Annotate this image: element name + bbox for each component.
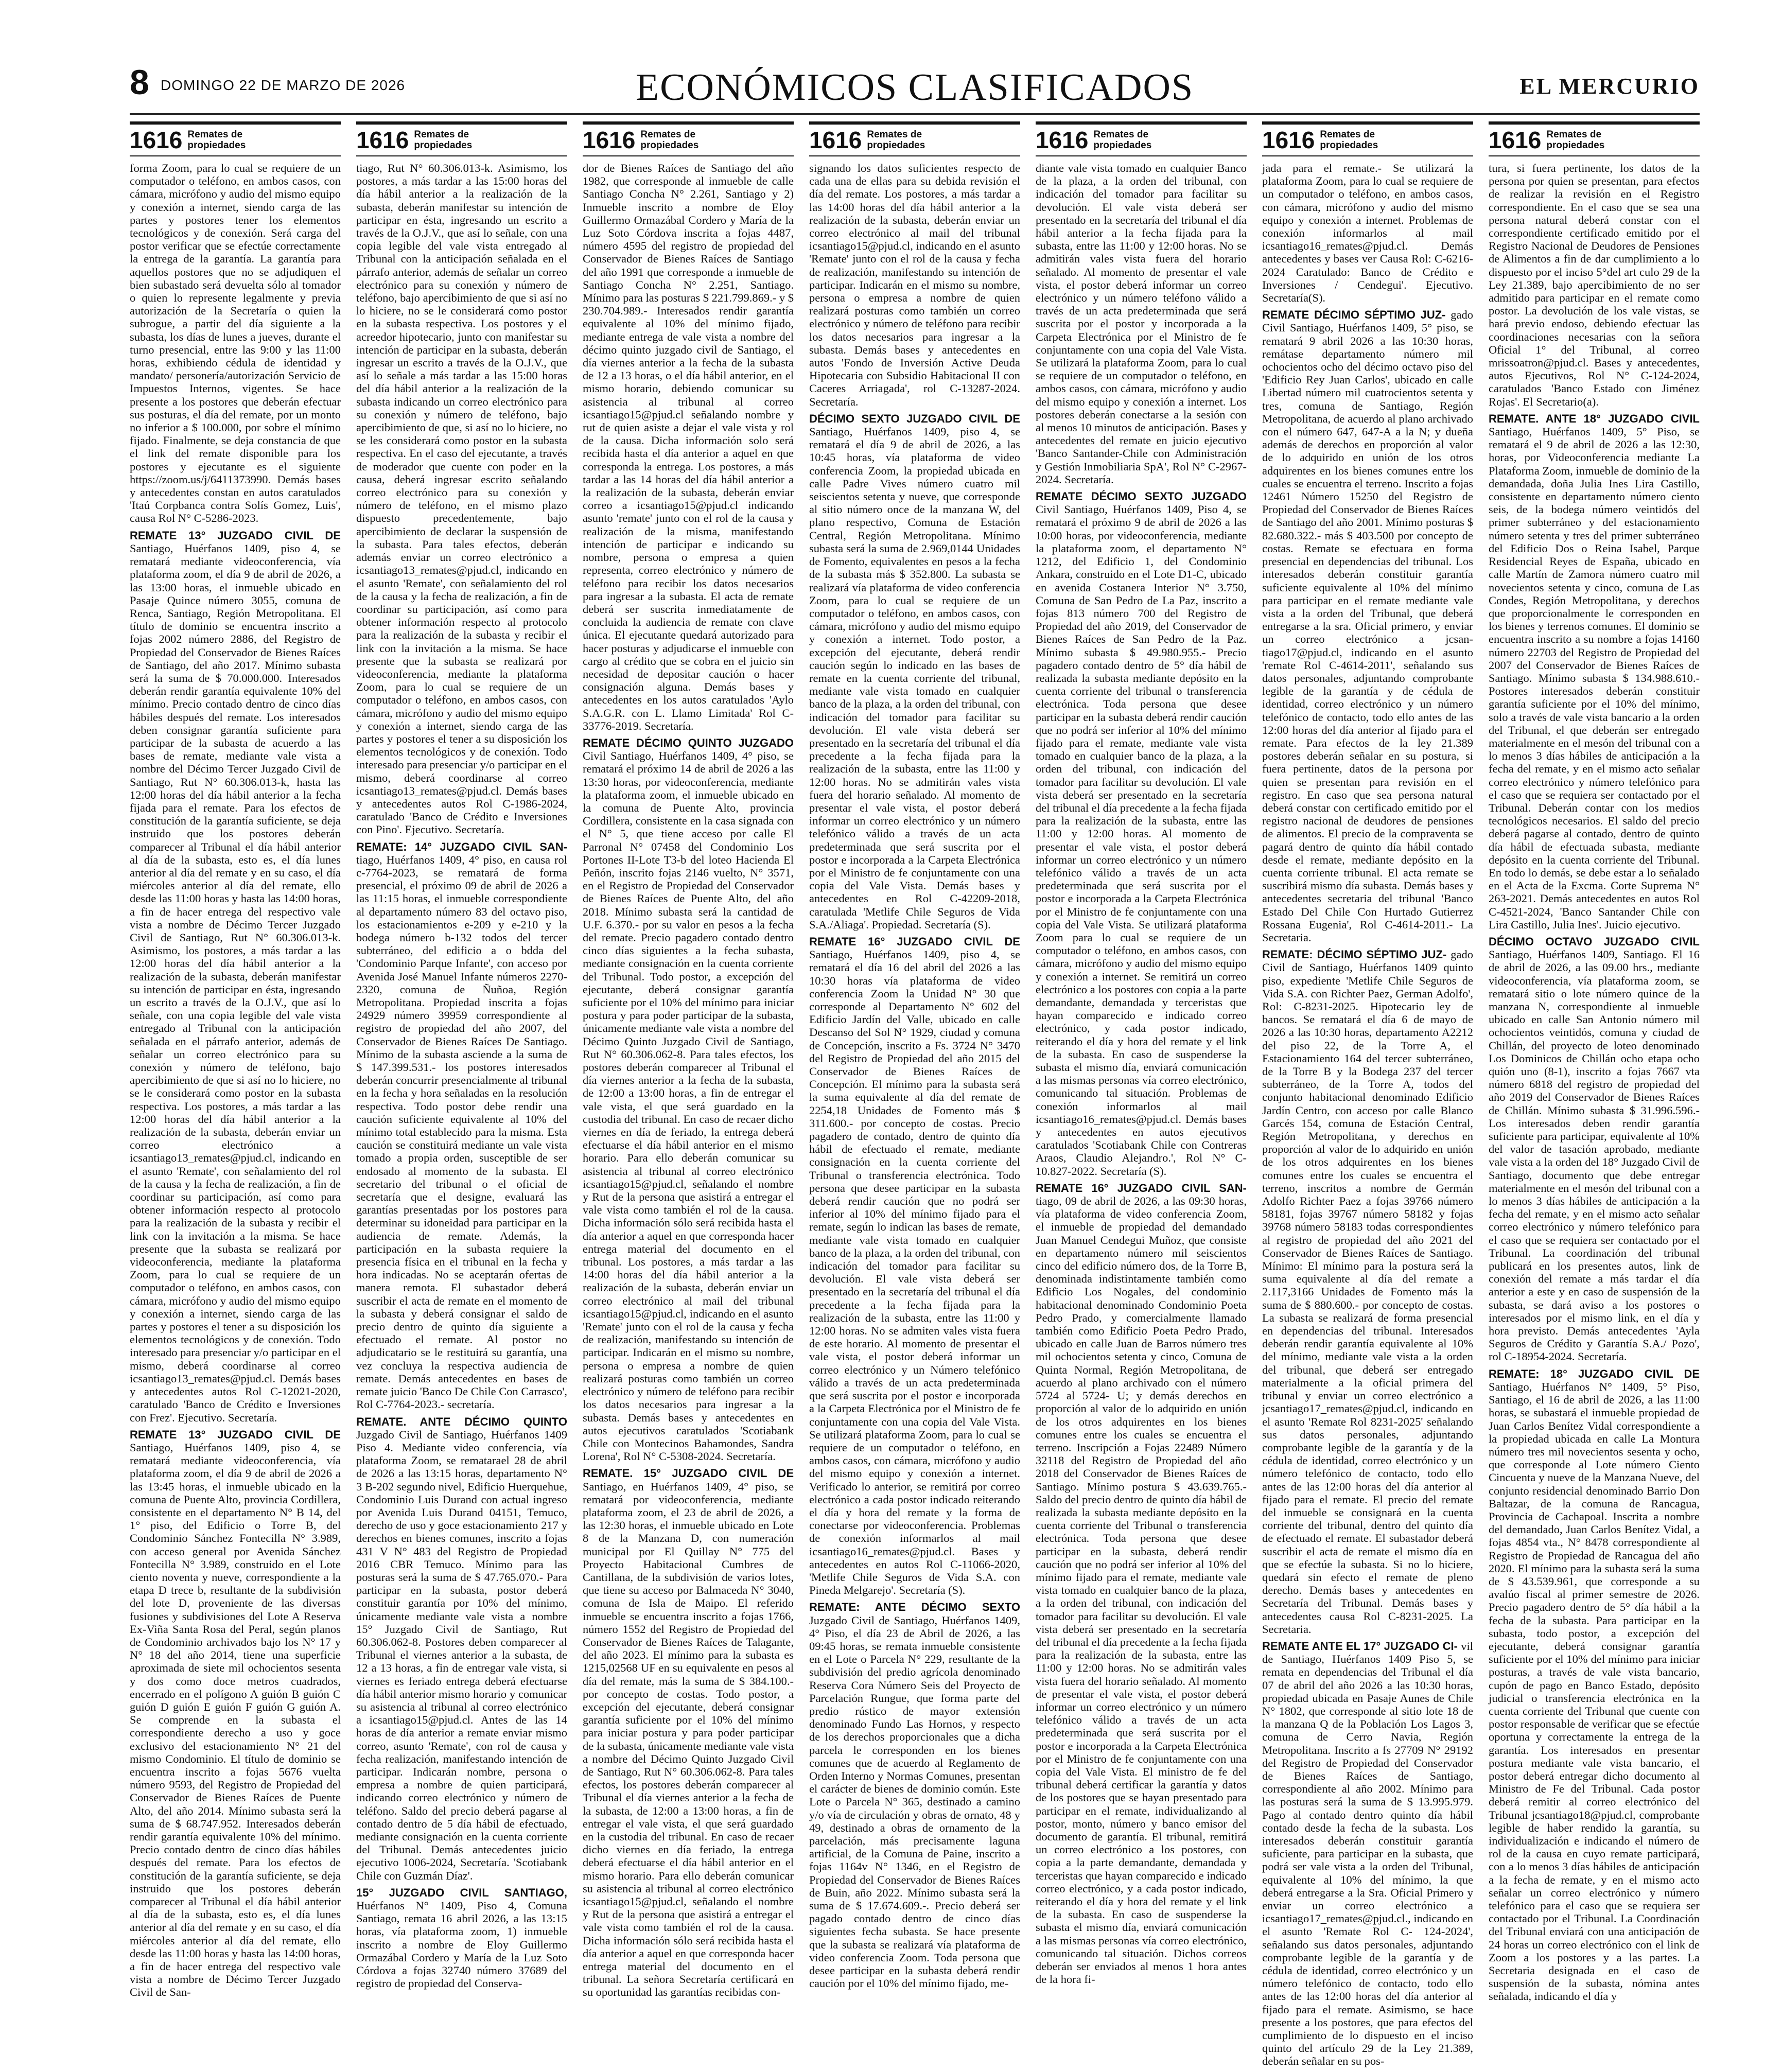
page-number: 8	[130, 63, 149, 102]
column-4	[809, 121, 1020, 2072]
notice-text: tiago, 09 de abril de 2026, a las 09:30 horas, vía plataforma de video conferencia Zoom, el inmueble de propiedad del demandado Juan Manuel Cendegui Muñoz, que consiste en departamento número mil seiscientos cinco del edificio número dos, de la Torre B, denominada indistintamente también como Edificio Los Nogales, del condominio habitacional denominado Condominio Poeta Pedro Prado, y comercialmente llamado también como Edificio Poeta Pedro Prado, ubicado en calle Juan de Barros número tres mil ochocientos setenta y cinco, Comuna de Quinta Normal, Región Metropolitana, de acuerdo al plano archivado con el número 5724 al 5724- U; y demás derechos en proporción al valor de lo adquirido en unión de los otros adquirentes en los bienes comunes entre los cuales se encuentra el terreno. Inscripción a Fojas 22489 Número 32118 del Registro de Propiedad del año 2018 del Conservador de Bienes Raíces de Santiago. Mínimo postura $ 43.639.765.- Saldo del precio dentro de quinto día hábil de realizada la subasta mediante depósito en la cuenta corriente del Tribunal o transferencia electrónica. Toda persona que desee participar en la subasta, deberá rendir caución que no podrá ser inferior al 10% del mínimo fijado para el remate, mediante vale vista tomado en cualquier banco de la plaza, a la orden del tribunal, con indicación del tomador para facilitar su devolución. El vale vista deberá ser presentado en la secretaría del tribunal el día precedente a la fecha fijada para la realización de la subasta, entre las 11:00 y 12:00 horas. No se admitirán vales vista fuera del horario señalado. Al momento de presentar el vale vista, el postor deberá informar un correo electrónico y un número telefónico válido a través de un acta predeterminada que será suscrita por el postor e incorporada a la Carpeta Electrónica por el Ministro de fe conjuntamente con una copia del Vale Vista. El ministro de fe del tribunal deberá certificar la garantía y datos de los postores que se hayan presentado para participar en el remate, individualizando al postor, monto, número y banco emisor del documento de garantía. El tribunal, remitirá un correo electrónico a los postores, con copia a la parte demandante, demandada y terceristas que hayan comparecido e indicado correo electrónico, y a cada postor indicado, reiterando el día y hora del remate y el link de la subasta. En caso de suspenderse la subasta el mismo día, enviará comunicación a las mismas personas vía correo electrónico, comunicando tal situación. Dichos correos deberán ser enviados al menos 1 hora antes de la hora fi-	[1036, 1195, 1247, 1986]
auction-notice	[1262, 948, 1473, 1636]
column-body	[1489, 162, 1700, 2003]
category-label: Remates de propiedades	[187, 129, 246, 151]
notice-text: tura, si fuera pertinente, los datos de la persona por quien se presentan, para efectos de realizar la revisión en el Registro correspondiente. En el caso que se sea una persona natural deberá constar con el correspondiente certificado emitido por el Registro Nacional de Deudores de Pensiones de Alimentos a fin de dar cumplimiento a lo dispuesto por el inciso 5°del art culo 29 de la Ley 21.389, bajo apercibimiento de no ser admitido para participar en el remate como postor. La devolución de los vale vistas, se hará previo endoso, debiendo efectuar las coordinaciones necesarias con la señora Oficial 1° del Tribunal, al correo mrissoatron@pjud.cl. Bases y antecedentes, autos Ejecutivos, Rol N° C-124-2024, caratulados 'Banco Estado con Jiménez Rojas'. El Secretario(a).	[1489, 162, 1700, 408]
column-3	[583, 121, 794, 2072]
notice-lead: REMATE. ANTE DÉCIMO QUINTO	[356, 1415, 567, 1428]
notice-lead: REMATE 16° JUZGADO CIVIL DE	[809, 935, 1020, 948]
column-2	[356, 121, 567, 2072]
category-label: Remates de propiedades	[1546, 129, 1605, 151]
auction-notice	[356, 1886, 567, 1990]
auction-notice	[583, 736, 794, 1463]
auction-notice	[130, 162, 341, 525]
auction-notice	[1489, 412, 1700, 931]
notice-text: Santiago, Huérfanos 1409, piso 4, se rematará mediante videoconferencia, vía plataforma zoom, el día 9 de abril de 2026, a las 13:00 horas, el inmueble ubicado en Pasaje Quince número 3055, comuna de Renca, Santiago, Región Metropolitana. El título de dominio se encuentra inscrito a fojas 2002 número 2886, del Registro de Propiedad del Conservador de Bienes Raíces de Santiago, del año 2017. Mínimo subasta será la suma de $ 70.000.000. Interesados deberán rendir garantía equivalente 10% del mínimo. Precio contado dentro de cinco días hábiles después del remate. Los interesados deben consignar garantía suficiente para participar de la subasta de acuerdo a las bases de remate, mediante vale vista a nombre del Décimo Tercer Juzgado Civil de Santiago, Rut N° 60.306.013-k, hasta las 12:00 horas del día hábil anterior a la fecha fijada para el remate. Para los efectos de constitución de la garantía suficiente, se deja instruido que los postores deberán comparecer al Tribunal el día hábil anterior al día de la subasta, esto es, el día lunes anterior al día del remate y en su caso, el día miércoles anterior al día del remate, ello desde las 11:00 horas y hasta las 14:00 horas, a fin de hacer entrega del respectivo vale vista a nombre de Décimo Tercer Juzgado Civil de Santiago, Rut N° 60.306.013-k. Asimismo, los postores, a más tardar a las 12:00 horas del día hábil anterior a la realización de la subasta, deberán manifestar su intención de participar en ésta, ingresando un escrito a través de la O.J.V., que así lo señale, con una copia legible del vale vista entregado al Tribunal con la anticipación señalada en el párrafo anterior, además de señalar un correo electrónico para su conexión y número de teléfono, bajo apercibimiento de que si así no lo hiciere, no se le considerará como postor en la subasta respectiva. Los postores, a más tardar a las 12:00 horas del día hábil anterior a la realización de la subasta, deberán enviar un correo electrónico a icsantiago13_remates@pjud.cl, indicando en el asunto 'Remate', con señalamiento del rol de la causa y la fecha de realización, a fin de coordinar su participación, así como para obtener información respecto al protocolo para la realización de la subasta y recibir el link con la invitación a la misma. Se hace presente que la subasta se realizará por videoconferencia, mediante la plataforma Zoom, para lo cual se requiere de un computador o teléfono, en ambos casos, con cámara, micrófono y audio del mismo equipo y conexión a internet, siendo carga de las partes y postores el tener a su disposición los elementos tecnológicos y de conexión. Todo interesado para presenciar y/o participar en el mismo, deberá coordinarse al correo icsantiago13_remates@pjud.cl. Demás bases y antecedentes autos Rol C-12021-2020, caratulado 'Banco de Crédito e Inversiones con Frez'. Ejecutivo. Secretaría.	[130, 541, 341, 1424]
notice-lead: REMATE DÉCIMO QUINTO JUZGADO	[583, 736, 794, 749]
notice-text: Civil Santiago, Huérfanos 1409, 4° piso, se rematará el próximo 14 de abril de 2026 a las 13:30 horas, por videoconferencia, mediante la plataforma zoom, el inmueble ubicado en la comuna de Puente Alto, provincia Cordillera, consistente en la casa signada con el N° 5, que tiene acceso por calle El Parronal N° 07458 del Condominio Los Portones II-Lote T3-b del loteo Hacienda El Peñón, inscrito fojas 2146 vuelto, N° 3571, en el Registro de Propiedad del Conservador de Bienes Raíces de Puente Alto, del año 2018. Mínimo subasta será la cantidad de U.F. 6.370.- por su valor en pesos a la fecha del remate. Precio pagadero contado dentro cinco días siguientes a la fecha subasta, mediante consignación en la cuenta corriente del Tribunal. Todo postor, a excepción del ejecutante, deberá consignar garantía suficiente por el 10% del mínimo para iniciar postura y para poder participar de la subasta, únicamente mediante vale vista a nombre del Décimo Quinto Juzgado Civil de Santiago, Rut N° 60.306.062-8. Para tales efectos, los postores deberán comparecer al Tribunal el día viernes anterior a la fecha de la subasta, de 12:00 a 13:00 horas, a fin de entregar el vale vista, el que será guardado en la custodia del tribunal. En caso de recaer dicho viernes en día de feriado, la entrega deberá efectuarse el día hábil anterior en el mismo horario. Para ello deberán comunicar su asistencia al tribunal al correo electrónico icsantiago15@pjud.cl, señalando el nombre y Rut de la persona que asistirá a entregar el vale vista como también el rol de la causa. Dicha información sólo será recibida hasta el día anterior a aquel en que corresponda hacer entrega material del documento en el tribunal. Los postores, a más tardar a las 14:00 horas del día hábil anterior a la realización de la subasta, deberán enviar un correo electrónico al mail del tribunal icsantiago15@pjud.cl, indicando en el asunto 'Remate' junto con el rol de la causa y fecha de realización, manifestando su intención de participar. Indicarán en el mismo su nombre, persona o empresa a nombre de quien realizará posturas como también un correo electrónico y número de teléfono para recibir los datos necesarios para ingresar a la subasta. Demás bases y antecedentes en autos ejecutivos caratulados 'Scotiabank Chile con Montecinos Bahamondes, Sandra Lorena', Rol N° C-5308-2024. Secretaría.	[583, 749, 794, 1463]
notice-text: gado Civil Santiago, Huérfanos 1409, 5° piso, se rematará 9 abril 2026 a las 10:30 horas, remátase departamento número mil ochocientos ocho del décimo octavo piso del 'Edificio Rey Juan Carlos', ubicado en calle Libertad número mil cuatrocientos setenta y tres, comuna de Santiago, Región Metropolitana, de acuerdo al plano archivado con el número 647, 647-A a la N; y dueña además de derechos en proporción al valor de lo adquirido en unión de los otros adquirentes en los bienes comunes entre los cuales se encuentra el terreno. Inscrito a fojas 12461 Número 15250 del Registro de Propiedad del Conservador de Bienes Raíces de Santiago del año 2001. Mínimo posturas $ 82.680.322.- más $ 403.500 por concepto de costas. Remate se efectuara en forma presencial en dependencias del tribunal. Los interesados deberán constituir garantía suficiente equivalente al 10% del mínimo para participar en el remate mediante vale vista a la orden del Tribunal, que deberá entregarse a la sra. Oficial primero, y enviar un correo electrónico a jcsan-tiago17@pjud.cl, indicando en el asunto 'remate Rol C-4614-2011', señalando sus datos personales, adjuntando comprobante legible de la garantía y de cédula de identidad, correo electrónico y un número telefónico de contacto, todo ello antes de las 12:00 horas del día anterior al fijado para el remate. Para efectos de la ley 21.389 postores deberán señalar en su postura, si fuera pertinente, datos de la persona por quien se presentan para revisión en el registro. En caso que sea persona natural deberá constar con certificado emitido por el registro nacional de deudores de pensiones de alimentos. El precio de la compraventa se pagará dentro de quinto día hábil contado desde el remate, mediante depósito en la cuenta corriente tribunal. El acta remate se suscribirá mismo día subasta. Demás bases y antecedentes secretaria del tribunal 'Banco Estado Del Chile Con Hurtado Gutierrez Rossana Eugenia', Rol C-4614-2011.- La Secretaria.	[1262, 308, 1473, 944]
auction-notice	[1489, 162, 1700, 408]
notice-lead: REMATE: DÉCIMO SÉPTIMO JUZ-	[1262, 948, 1451, 961]
category-label: Remates de propiedades	[867, 129, 925, 151]
notice-text: Juzgado Civil de Santiago, Huérfanos 1409 Piso 4. Mediante video conferencia, vía plataforma Zoom, se rematarael 28 de abril de 2026 a las 13:15 horas, departamento N° 3 B-202 segundo nivel, Edificio Huerquehue, Condominio Luis Durand con actual ingreso por Avenida Luis Durand 04151, Temuco, derecho de uso y goce estacionamiento 217 y derechos en bienes comunes, inscrito a fojas 431 V N° 483 del Registro de Propiedad 2016 CBR Temuco. Mínimo para las posturas será la suma de $ 47.765.070.- Para participar en la subasta, postor deberá constituir garantía por 10% del mínimo, únicamente mediante vale vista a nombre 15° Juzgado Civil de Santiago, Rut 60.306.062-8. Postores deben comparecer al Tribunal el viernes anterior a la subasta, de 12 a 13 horas, a fin de entregar vale vista, si viernes es feriado entrega deberá efectuarse día hábil anterior mismo horario y comunicar su asistencia al tribunal al correo electrónico a icsantiago15@pjud.cl. Antes de las 14 horas de día anterior a remate enviar mismo correo, asunto 'Remate', con rol de causa y fecha realización, manifestando intención de participar. Indicarán nombre, persona o empresa a nombre de quien participará, indicando correo electrónico y número de teléfono. Saldo del precio deberá pagarse al contado dentro de 5 día hábil de efectuado, mediante consignación en la cuenta corriente del Tribunal. Demás antecedentes juicio ejecutivo 1006-2024, Secretaría. 'Scotiabank Chile con Guzmán Díaz'.	[356, 1428, 567, 1882]
column-body	[356, 162, 567, 1990]
notice-lead: REMATE. 15° JUZGADO CIVIL DE	[583, 1467, 794, 1480]
notice-lead: REMATE: 14° JUZGADO CIVIL SAN-	[356, 840, 567, 853]
notice-lead: REMATE: ANTE DÉCIMO SEXTO	[809, 1601, 1020, 1614]
notice-text: Santiago, Huérfanos N° 1409, 5° Piso, Santiago, el 16 de abril de 2026, a las 11:00 horas, se subastará el inmueble propiedad de Juan Carlos Benítez Vidal correspondiente a la propiedad ubicada en calle La Montura número tres mil novecientos sesenta y ocho, que corresponde al Lote número Ciento Cincuenta y nueve de la Manzana Nueve, del conjunto residencial denominado Barrio Don Baltazar, de la comuna de Rancagua, Provincia de Cachapoal. Inscrita a nombre del demandado, Juan Carlos Benítez Vidal, a fojas 4854 vta., N° 8478 correspondiente al Registro de Propiedad de Rancagua del año 2020. El mínimo para la subasta será la suma de $ 43.539.961, que corresponde a su avalúo fiscal al primer semestre de 2026. Precio pagadero dentro de 5° día hábil a la fecha de la subasta. Para participar en la subasta, todo postor, a excepción del ejecutante, deberá consignar garantía suficiente por el 10% del mínimo para iniciar posturas, a través de vale vista bancario, cupón de pago en Banco Estado, depósito judicial o transferencia electrónica en la cuenta corriente del Tribunal que cuente con postor responsable de verificar que se efectúe oportuna y correctamente la entrega de la garantía. Los interesados en presentar postura mediante vale vista bancario, el postor deberá entregar dicho documento al Ministro de Fe del Tribunal. Cada postor deberá remitir al correo electrónico del Tribunal jcsantiago18@pjud.cl, comprobante legible de haber rendido la garantía, su individualización e indicando el número de rol de la causa en cuyo remate participará, con a lo menos 3 días hábiles de anticipación a la fecha de remate, y en el mismo acto señalar un correo electrónico y número telefónico para el caso que se requiera ser contactado por el Tribunal. La Coordinación del Tribunal enviará con una anticipación de 24 horas un correo electrónico con el link de Zoom a los postores y a las partes. La Secretaria designada en el caso de suspensión de la subasta, nómina antes señalada, indicando el día y	[1489, 1380, 1700, 2003]
notice-text: Santiago, Huérfanos 1409, piso 4, se rematará el día 16 del abril del 2026 a las 10:30 horas vía plataforma de video conferencia Zoom la Unidad N° 30 que corresponde al Departamento N° 602 del Edificio Jardín del Valle, ubicado en calle Descanso del Sol N° 1929, ciudad y comuna de Concepción, inscrito a Fs. 3724 N° 3470 del Registro de Propiedad del año 2015 del Conservador de Bienes Raíces de Concepción. El mínimo para la subasta será la suma equivalente al día del remate de 2254,18 Unidades de Fomento más $ 311.600.- por concepto de costas. Precio pagadero de contado, dentro de quinto día hábil de efectuado el remate, mediante consignación en la cuenta corriente del Tribunal o transferencia electrónica. Todo persona que desee participar en la subasta deberá rendir caución que no podrá ser inferior al 10% del mínimo fijado para el remate, según lo indican las bases de remate, mediante vale vista tomado en cualquier banco de la plaza, a la orden del tribunal, con indicación del tomador para facilitar su devolución. El vale vista deberá ser presentado en la secretaría del tribunal el día precedente a la fecha fijada para la realización de la subasta, entre las 11:00 y 12:00 horas. No se admiten vales vista fuera de este horario. Al momento de presentar el vale vista, el postor deberá informar un correo electrónico y un Número telefónico válido a través de un acta predeterminada que será suscrita por el postor e incorporada a la Carpeta Electrónica por el Ministro de fe conjuntamente con una copia del Vale Vista. Se utilizará plataforma Zoom, para lo cual se requiere de un computador o teléfono, en ambos casos, con cámara, micrófono y audio del mismo equipo y conexión a internet. Verificado lo anterior, se remitirá por correo electrónico a cada postor indicado reiterando el día y hora del remate y la forma de conectarse por videoconferencia. Problemas de conexión informarlos al mail icsantiago16_remates@pjud.cl. Bases y antecedentes en autos Rol C-11066-2020, 'Metlife Chile Seguros de Vida S.A. con Pineda Melgarejo'. Secretaría (S).	[809, 948, 1020, 1597]
category-code: 1616	[583, 127, 636, 153]
notice-lead: REMATE: 18° JUZGADO CIVIL DE	[1489, 1367, 1700, 1380]
notice-text: vil de Santiago, Huérfanos 1409 Piso 5, se remata en dependencias del Tribunal el día 07 de abril del año 2026 a las 10:30 horas, propiedad ubicada en Pasaje Aunes de Chile N° 1802, que corresponde al sitio lote 18 de la manzana Q de la Población Los Lagos 3, comuna de Cerro Navia, Región Metropolitana. Inscrito a fs 27709 N° 29192 del Registro de Propiedad del Conservador de Bienes Raíces de Santiago, correspondiente al año 2002. Mínimo para las posturas será la suma de $ 13.995.979. Pago al contado dentro quinto día hábil contado desde la fecha de la subasta. Los interesados deberán constituir garantía suficiente, para participar en la subasta, que podrá ser vale vista a la orden del Tribunal, equivalente al 10% del mínimo, la que deberá entregarse a la Sra. Oficial Primero y enviar un correo electrónico a icsantiago17_remates@pjud.cl., indicando en el asunto 'Remate Rol C- 124-2024', señalando sus datos personales, adjuntando comprobante legible de la garantía y de cédula de identidad, correo electrónico y un número telefónico de contacto, todo ello antes de las 12:00 horas del día anterior al fijado para el remate. Asimismo, se hace presente a los postores, que para efectos del cumplimiento de lo dispuesto en el inciso quinto del artículo 29 de la Ley 21.389, deberán señalar en su pos-	[1262, 1639, 1473, 2068]
auction-notice	[1036, 1182, 1247, 1986]
classified-columns	[130, 121, 1700, 2068]
auction-notice	[809, 412, 1020, 931]
notice-lead: REMATE. ANTE 18° JUZGADO CIVIL	[1489, 412, 1700, 425]
section-title: ECONÓMICOS CLASIFICADOS	[635, 66, 1194, 109]
notice-lead: REMATE ANTE EL 17° JUZGADO CI-	[1262, 1639, 1461, 1653]
auction-notice	[1262, 308, 1473, 944]
notice-lead: DÉCIMO SEXTO JUZGADO CIVIL DE	[809, 412, 1020, 425]
category-label: Remates de propiedades	[414, 129, 473, 151]
column-body	[1262, 162, 1473, 2068]
notice-text: Civil Santiago, Huérfanos 1409, Piso 4, se rematará el próximo 9 de abril de 2026 a las 10:00 horas, por videoconferencia, mediante la plataforma zoom, el departamento N° 1212, del Edificio 1, del Condominio Ankara, construido en el Lote D1-C, ubicado en avenida Costanera Interior N° 3.750, Comuna de San Pedro de La Paz, inscrito a fojas 813 número 700 del Registro de Propiedad del año 2019, del Conservador de Bienes Raíces de San Pedro de la Paz. Mínimo subasta $ 49.980.955.- Precio pagadero contado dentro de 5° día hábil de realizada la subasta mediante depósito en la cuenta corriente del tribunal o transferencia electrónica. Toda persona que desee participar en la subasta deberá rendir caución que no podrá ser inferior al 10% del mínimo fijado para el remate, mediante vale vista tomado en cualquier banco de la plaza, a la orden del tribunal, con indicación del tomador para facilitar su devolución. El vale vista deberá ser presentado en la secretaría del tribunal el día precedente a la fecha fijada para la realización de la subasta, entre las 11:00 y 12:00 horas. Al momento de presentar el vale vista, el postor deberá informar un correo electrónico y un número telefónico válido a través de un acta predeterminada que será suscrita por el postor e incorporada a la Carpeta Electrónica por el Ministro de fe conjuntamente con una copia del Vale Vista. Se utilizará plataforma Zoom para lo cual se requiere de un computador o teléfono, en ambos casos, con cámara, micrófono y audio del mismo equipo y conexión a internet. Se remitirá un correo electrónico a los postores con copia a la parte demandante, demandada y terceristas que hayan comparecido e indicado correo electrónico, y cada postor indicado, reiterando el día y hora del remate y el link de la subasta. En caso de suspenderse la subasta el mismo día, enviará comunicación a las mismas personas vía correo electrónico, comunicando tal situación. Problemas de conexión informarlos al mail icsantiago16_remates@pjud.cl. Demás bases y antecedentes en autos ejecutivos caratulados 'Scotiabank Chile con Contreras Araos, Claudio Alejandro.', Rol N° C-10.827-2022. Secretaría (S).	[1036, 503, 1247, 1178]
category-code: 1616	[809, 127, 862, 153]
category-header	[1489, 121, 1700, 156]
auction-notice	[1036, 162, 1247, 486]
auction-notice	[583, 1467, 794, 1998]
notice-text: tiago, Huérfanos 1409, 4° piso, en causa rol c-7764-2023, se rematará de forma presencial, el próximo 09 de abril de 2026 a las 11:15 horas, el inmueble correspondiente al departamento número 83 del octavo piso, los estacionamientos e-209 y e-210 y la bodega número b-132 todos del tercer subterráneo, del edificio a o bdda del 'Condominio Parque Infante', con acceso por Avenida José Manuel Infante números 2270-2320, comuna de Ñuñoa, Región Metropolitana. Propiedad inscrita a fojas 24929 número 39959 correspondiente al registro de propiedad del año 2007, del Conservador de Bienes Raíces De Santiago. Mínimo de la subasta asciende a la suma de $ 147.399.531.- los postores interesados deberán concurrir presencialmente al tribunal en la fecha y hora señaladas en la resolución respectiva. Todo postor debe rendir una caución suficiente equivalente al 10% del mínimo total establecido para la misma. Esta caución se constituirá mediante un vale vista tomado a propia orden, susceptible de ser endosado al momento de la subasta. El secretario del tribunal o el oficial de secretaría que el designe, evaluará las garantías presentadas por los postores para determinar su idoneidad para participar en la audiencia de remate. Además, la participación en la subasta requiere la presencia física en el tribunal en la fecha y hora indicadas. No se aceptarán ofertas de manera remota. El subastador deberá suscribir el acta de remate en el momento de la subasta y deberá consignar el saldo de precio dentro de quinto día siguiente a efectuado el remate. Al postor no adjudicatario se le restituirá su garantía, una vez concluya la respectiva audiencia de remate. Demás antecedentes en bases de remate juicio 'Banco De Chile Con Carrasco', Rol C-7764-2023.- secretaría.	[356, 853, 567, 1411]
notice-text: Juzgado Civil de Santiago, Huérfanos 1409, 4° Piso, el día 23 de Abril de 2026, a las 09:45 horas, se remata inmueble consistente en el Lote o Parcela N° 229, resultante de la subdivisión del predio agrícola denominado Reserva Cora Número Seis del Proyecto de Parcelación Rungue, que forma parte del predio rústico de mayor extensión denominado Fundo Las Hornos, y respecto de los derechos proporcionales que a dicha parcela le corresponden en los bienes comunes que de acuerdo al Reglamento de Orden Interno y Normas Comunes, presentan el carácter de bienes de dominio común. Este Lote o Parcela N° 365, destinado a camino y/o vía de circulación y obras de ornato, 48 y 49, destinado a obras de ornamento de la parcelación, más precisamente laguna artificial, de la Comuna de Paine, inscrito a fojas 1164v N° 1346, en el Registro de Propiedad del Conservador de Bienes Raíces de Buin, año 2022. Mínimo subasta será la suma de $ 17.674.609.-. Precio deberá ser pagado contado dentro de cinco días siguientes fecha subasta. Se hace presente que la subasta se realizará vía plataforma de video conferencia Zoom. Toda persona que desee participar en la subasta deberá rendir caución por el 10% del mínimo fijado, me-	[809, 1613, 1020, 1990]
category-header	[583, 121, 794, 156]
auction-notice	[1489, 935, 1700, 1363]
notice-text: Santiago, Huérfanos 1409, piso 4, se rematará el día 9 de abril de 2026, a las 10:45 horas, vía plataforma de video conferencia Zoom, la propiedad ubicada en calle Padre Vives número cuatro mil seiscientos setenta y nueve, que corresponde al sitio número once de la manzana W, del plano respectivo, Comuna de Estación Central, Región Metropolitana. Mínimo subasta será la suma de 2.969,0144 Unidades de Fomento, equivalentes en pesos a la fecha de la subasta más $ 352.800. La subasta se realizará vía plataforma de video conferencia Zoom, para lo cual se requiere de un computador o teléfono, en ambos casos, con cámara, micrófono y audio del mismo equipo y conexión a internet. Todo postor, a excepción del ejecutante, deberá rendir caución según lo indicado en las bases de remate en la cuenta corriente del tribunal, mediante vale vista tomado en cualquier banco de la plaza, a la orden del tribunal, con indicación del tomador para facilitar su devolución. El vale vista deberá ser presentado en la secretaría del tribunal el día precedente a la fecha fijada para la realización de la subasta, entre las 11:00 y 12:00 horas. No se admitirán vales vista fuera del horario señalado. Al momento de presentar el vale vista, el postor deberá informar un correo electrónico y un número telefónico válido a través de un acta predeterminada que será suscrita por el postor e incorporada a la Carpeta Electrónica por el Ministro de fe conjuntamente con una copia del Vale Vista. Demás bases y antecedentes en Rol C-42209-2018, caratulada 'Metlife Chile Seguros de Vida S.A./Aliaga'. Propiedad. Secretaría (S).	[809, 425, 1020, 931]
category-code: 1616	[356, 127, 409, 153]
auction-notice	[1036, 490, 1247, 1178]
column-1	[130, 121, 341, 2072]
notice-lead: DÉCIMO OCTAVO JUZGADO CIVIL	[1489, 935, 1700, 948]
column-body	[130, 162, 341, 1999]
category-code: 1616	[130, 127, 183, 153]
notice-text: Santiago, Huérfanos 1409, Santiago. El 16 de abril de 2026, a las 09.00 hrs., mediante videoconferencia, vía plataforma zoom, se rematará sitio o lote número quince de la manzana N, correspondiente al inmueble ubicado en calle San Antonio número mil ochocientos veintidós, comuna y ciudad de Chillán, del proyecto de loteo denominado Los Dominicos de Chillán ocho etapa ocho quión uno (8-1), inscrito a fojas 7667 vta número 6818 del registro de propiedad del año 2019 del Conservador de Bienes Raíces de Chillán. Mínimo subasta $ 31.996.596.-Los interesados deben rendir garantía suficiente para participar, equivalente al 10% del valor de tasación aprobado, mediante vale vista a la orden del 18° Juzgado Civil de Santiago, documento que debe entregar materialmente en el mesón del tribunal con a lo menos 3 días hábiles de anticipación a la fecha del remate, y en el mismo acto señalar correo electrónico y número telefónico para el caso que se requiera ser contactado por el Tribunal. La coordinación del tribunal publicará en los presentes autos, link de conexión del remate a más tardar el día anterior a este y en caso de suspensión de la subasta, se dará aviso a los postores o interesados por el mismo link, en el día y hora previsto. Demás antecedentes 'Ayla Seguros de Crédito y Garantía S.A./ Pozo', rol C-18954-2024. Secretaría.	[1489, 948, 1700, 1363]
auction-notice	[809, 162, 1020, 408]
notice-lead: REMATE 13° JUZGADO CIVIL DE	[130, 1428, 341, 1441]
auction-notice	[1262, 162, 1473, 304]
auction-notice	[356, 162, 567, 836]
category-label: Remates de propiedades	[1093, 129, 1152, 151]
notice-text: Santiago, en Huérfanos 1409, 4° piso, se rematará por videoconferencia, mediante plataforma zoom, el 23 de abril de 2026, a las 12:30 horas, el inmueble ubicado en Lote 8 de la Manzana D, con numeración municipal por El Quillay N° 775 del Proyecto Habitacional Cumbres de Cantillana, de la subdivisión de varios lotes, que tiene su acceso por Balmaceda N° 3040, comuna de Isla de Maipo. El referido inmueble se encuentra inscrito a fojas 1766, número 1552 del Registro de Propiedad del Conservador de Bienes Raíces de Talagante, del año 2023. El mínimo para la subasta es 1215,02568 UF en su equivalente en pesos al día del remate, más la suma de $ 384.100.- por concepto de costas. Todo postor, a excepción del ejecutante, deberá consignar garantía suficiente por el 10% del mínimo para iniciar postura y para poder participar de la subasta, únicamente mediante vale vista a nombre del Décimo Quinto Juzgado Civil de Santiago, Rut N° 60.306.062-8. Para tales efectos, los postores deberán comparecer al Tribunal el día viernes anterior a la fecha de la subasta, de 12:00 a 13:00 horas, a fin de entregar el vale vista, el que será guardado en la custodia del tribunal. En caso de recaer dicho viernes en día feriado, la entrega deberá efectuarse el día hábil anterior en el mismo horario. Para ello deberán comunicar su asistencia al tribunal al correo electrónico icsantiago15@pjud.cl, señalando el nombre y Rut de la persona que asistirá a entregar el vale vista como también el rol de la causa. Dicha información sólo será recibida hasta el día anterior a aquel en que corresponda hacer entrega material del documento en el tribunal. La señora Secretaría certificará en su oportunidad las garantías recibidas con-	[583, 1480, 794, 1999]
category-header	[809, 121, 1020, 156]
auction-notice	[130, 1428, 341, 1999]
notice-lead: 15° JUZGADO CIVIL SANTIAGO,	[356, 1886, 567, 1899]
category-label: Remates de propiedades	[640, 129, 699, 151]
notice-text: forma Zoom, para lo cual se requiere de un computador o teléfono, en ambos casos, con cámara, micrófono y audio del mismo equipo y conexión a internet, siendo carga de las partes y postores tener los elementos tecnológicos y de conexión. Será carga del postor verificar que se efectúe correctamente la entrega de la garantía. La garantía para aquellos postores que no se adjudiquen el bien subastado será devuelta sólo al tomador o quien lo represente legalmente y previa autorización de la Secretaría o quien la subrogue, a partir del día siguiente a la subasta, los días de lunes a jueves, durante el turno presencial, entre las 9:00 y las 11:00 horas, exhibiendo cédula de identidad y mandato/ personería/autorización Servicio de Impuestos Internos, vigentes. Se hace presente a los postores que deberán efectuar sus posturas, el día del remate, por un monto no inferior a $ 100.000, por sobre el mínimo fijado. Finalmente, se deja constancia de que el link del remate disponible para los postores y ejecutante es el siguiente https://zoom.us/j/6411373990. Demás bases y antecedentes constan en autos caratulados 'Itaú Corpbanca contra Solís Gomez, Luis', causa Rol N° C-5286-2023.	[130, 162, 341, 525]
notice-text: diante vale vista tomado en cualquier Banco de la plaza, a la orden del tribunal, con indicación del tomador para facilitar su devolución. El vale vista deberá ser presentado en la secretaría del tribunal el día hábil anterior a la fecha fijada para la subasta, entre las 11:00 y 12:00 horas. No se admitirán vales vista fuera del horario señalado. Al momento de presentar el vale vista, el postor deberá informar un correo electrónico y un número teléfono válido a través de un acta predeterminada que será suscrita por el postor y incorporada a la Carpeta Electrónica por el Ministro de fe conjuntamente con una copia del Vale Vista. Se utilizará la plataforma Zoom, para lo cual se requiere de un computador o teléfono, en ambos casos, con cámara, micrófono y audio del mismo equipo y conexión a internet. Los postores deberán conectarse a la sesión con al menos 10 minutos de anticipación. Bases y antecedentes del remate en juicio ejecutivo 'Banco Santander-Chile con Administración y Gestión Inmobiliaria SpA', Rol N° C-2967-2024. Secretaría.	[1036, 162, 1247, 486]
notice-text: gado Civil de Santiago, Huérfanos 1409 quinto piso, expediente 'Metlife Chile Seguros de Vida S.A. con Richter Paez, German Adolfo', Rol: C-8231-2025. Hipotecario ley de bancos. Se rematará el día 6 de mayo de 2026 a las 10:30 horas, departamento A2212 del piso 22, de la Torre A, el Estacionamiento 164 del tercer subterráneo, de la Torre B y la Bodega 237 del tercer subterráneo, de la Torre A, todos del conjunto habitacional denominado Edificio Jardín Centro, con acceso por calle Blanco Garcés 154, comuna de Estación Central, Región Metropolitana, y derechos en proporción al valor de lo adquirido en unión de los otros adquirentes en los bienes comunes entre los cuales se encuentra el terreno, inscritos a nombre de Germán Adolfo Richter Paez a fojas 39766 número 58181, fojas 39767 número 58182 y fojas 39768 número 58183 todas correspondientes al registro de propiedad del año 2021 del Conservador de Bienes Raíces de Santiago. Mínimo: El mínimo para la postura será la suma equivalente al día del remate a 2.117,3166 Unidades de Fomento más la suma de $ 880.600.- por concepto de costas. La subasta se realizará de forma presencial en dependencias del tribunal. Interesados deberán rendir garantía equivalente al 10% del mínimo, mediante vale vista a la orden del tribunal, que deberá ser entregado materialmente a la oficial primera del tribunal y enviar un correo electrónico a jcsantiago17_remates@pjud.cl, indicando en el asunto 'Remate Rol 8231-2025' señalando sus datos personales, adjuntando comprobante legible de la garantía y de la cédula de identidad, correo electrónico y un número telefónico de contacto, todo ello antes de las 12:00 horas del día anterior al fijado para el remate. El precio del remate del inmueble se consignará en la cuenta corriente del tribunal, dentro del quinto día de efectuado el remate. El subastador deberá suscribir el acta de remate el mismo día en que se efectúe la subasta. Si no lo hiciere, quedará sin efecto el remate de pleno derecho. Demás bases y antecedentes en Secretaría del Tribunal. Demás bases y antecedentes causa Rol C-8231-2025. La Secretaria.	[1262, 948, 1473, 1636]
auction-notice	[356, 1415, 567, 1882]
column-7	[1489, 121, 1700, 2072]
notice-text: dor de Bienes Raíces de Santiago del año 1982, que corresponde al inmueble de calle Santiago Concha N° 2.261, Santiago y 2) Inmueble inscrito a nombre de Eloy Guillermo Ormazábal Cordero y María de la Luz Soto Córdova inscrita a fojas 4487, número 4595 del registro de propiedad del Conservador de Bienes Raíces de Santiago del año 1991 que corresponde a inmueble de Santiago Concha N° 2.251, Santiago. Mínimo para las posturas $ 221.799.869.- y $ 230.704.989.- Interesados rendir garantía equivalente al 10% del mínimo fijado, mediante entrega de vale vista a nombre del décimo quinto juzgado civil de Santiago, el día viernes anterior a la fecha de la subasta de 12 a 13 horas, o el día hábil anterior, en el mismo horario, debiendo comunicar su asistencia al tribunal al correo icsantiago15@pjud.cl señalando nombre y rut de quien asiste a dejar el vale vista y rol de la causa. Dicha información solo será recibida hasta el día anterior a aquel en que corresponda la entrega. Los postores, a más tardar a las 14 horas del día hábil anterior a la realización de la subasta, deberán enviar correo a icsantiago15@pjud.cl indicando asunto 'remate' junto con el rol de la causa y realización de la misma, manifestando intención de participar e indicando su nombre, persona o empresa a quien representa, correo electrónico y número de teléfono para recibir los datos necesarios para ingresar a la subasta. El acta de remate deberá ser suscrita inmediatamente de concluida la audiencia de remate con clave única. El ejecutante quedará autorizado para hacer posturas y adjudicarse el inmueble con cargo al crédito que se cobra en el juicio sin necesidad de depositar caución o hacer consignación alguna. Demás bases y antecedentes en los autos caratulados 'Aylo S.A.G.R. con L. Llamo Limitada' Rol C-33776-2019. Secretaría.	[583, 162, 794, 732]
category-header	[356, 121, 567, 156]
newspaper-logo: EL MERCURIO	[1519, 74, 1700, 99]
category-header	[130, 121, 341, 156]
category-header	[1262, 121, 1473, 156]
notice-text: Santiago, Huérfanos 1409, piso 4, se rematará mediante videoconferencia, vía plataforma zoom, el día 9 de abril de 2026 a las 13:45 horas, el inmueble ubicado en la comuna de Puente Alto, provincia Cordillera, consistente en el departamento N° B 14, del 1° piso, del Edificio o Torre B, del Condominio Sánchez Fontecilla N° 3.989, con acceso general por Avenida Sánchez Fontecilla N° 3.989, construido en el Lote ciento noventa y nueve, correspondiente a la etapa D trece b, resultante de la subdivisión del lote D, proveniente de las diversas fusiones y subdivisiones del Lote A Reserva Ex-Viña Santa Rosa del Peral, según planos de Condominio archivados bajo los N° 17 y N° 18 del año 2014, tiene una superficie aproximada de siete mil ochocientos sesenta y dos como doce metros cuadrados, encerrado en el polígono A guión B guión C guión D guión E guión F guión G guión A. Se comprende en la subasta el correspondiente derecho a uso y goce exclusivo del estacionamiento N° 21 del mismo Condominio. El título de dominio se encuentra inscrito a fojas 5676 vuelta número 9593, del Registro de Propiedad del Conservador de Bienes Raíces de Puente Alto, del año 2014. Mínimo subasta será la suma de $ 68.747.952. Interesados deberán rendir garantía equivalente 10% del mínimo. Precio contado dentro de cinco días hábiles después del remate. Para los efectos de constitución de la garantía suficiente, se deja instruido que los postores deberán comparecer al Tribunal el día hábil anterior al día de la subasta, esto es, el día lunes anterior al día del remate y en su caso, el día miércoles anterior al día del remate, ello desde las 11:00 horas y hasta las 14:00 horas, a fin de hacer entrega del respectivo vale vista a nombre de Décimo Tercer Juzgado Civil de San-	[130, 1441, 341, 1999]
column-body	[1036, 162, 1247, 1986]
page-date: DOMINGO 22 DE MARZO DE 2026	[161, 77, 406, 93]
auction-notice	[583, 162, 794, 732]
column-body	[809, 162, 1020, 1990]
category-header	[1036, 121, 1247, 156]
notice-lead: REMATE DÉCIMO SÉPTIMO JUZ-	[1262, 308, 1451, 322]
notice-text: Santiago, Huérfanos 1409, 5° Piso, se rematará el 9 de abril de 2026 a las 12:30, horas, por Videoconferencia mediante La Plataforma Zoom, inmueble de dominio de la demandada, doña Julia Ines Lira Castillo, consistente en departamento número ciento seis, de la bodega número veintidós del primer subterráneo y del estacionamiento número setenta y tres del primer subterráneo del Edificio Dos o Reina Isabel, Parque Residencial Reyes de España, ubicado en calle Martín de Zamora número cuatro mil novecientos setenta y cinco, comuna de Las Condes, Región Metropolitana, y derechos que proporcionalmente le corresponden en los bienes y terrenos comunes. El dominio se encuentra inscrito a su nombre a fojas 14160 número 22703 del Registro de Propiedad del 2007 del Conservador de Bienes Raíces de Santiago. Mínimo subasta $ 134.988.610.- Postores interesados deberán constituir garantía suficiente por el 10% del mínimo, solo a través de vale vista bancario a la orden del Tribunal, el que deberán ser entregado materialmente en el mesón del tribunal con a lo menos 3 días hábiles de anticipación a la fecha del remate, y en el mismo acto señalar correo electrónico y número telefónico para el caso que se requiera ser contactado por el Tribunal. Deberán contar con los medios tecnológicos necesarios. El saldo del precio deberá pagarse al contado, dentro de quinto día hábil de efectuada subasta, mediante depósito en la cuenta corriente del Tribunal. En todo lo demás, se debe estar a lo señalado en el Acta de la Excma. Corte Suprema N° 263-2021. Demás antecedentes en autos Rol C-4521-2024, 'Banco Santander Chile con Lira Castillo, Julia Ines'. Juicio ejecutivo.	[1489, 425, 1700, 931]
column-body	[583, 162, 794, 1999]
notice-text: Huérfanos N° 1409, Piso 4, Comuna Santiago, remata 16 abril 2026, a las 13:15 horas, vía plataforma zoom, 1) inmueble inscrito a nombre de Eloy Guillermo Ormazábal Cordero y María de la Luz Soto Córdova a fojas 32740 número 37689 del registro de propiedad del Conserva-	[356, 1899, 567, 1990]
column-6	[1262, 121, 1473, 2072]
auction-notice	[130, 529, 341, 1424]
notice-text: signando los datos suficientes respecto de cada una de ellas para su debida revisión el día del remate. Los postores, a más tardar a las 14:00 horas del día hábil anterior a la realización de la subasta, deberán enviar un correo electrónico al mail del tribunal icsantiago15@pjud.cl, indicando en el asunto 'Remate' junto con el rol de la causa y fecha de realización, manifestando su intención de participar. Indicarán en el mismo su nombre, persona o empresa a nombre de quien realizará posturas como también un correo electrónico y número de teléfono para recibir los datos necesarios para ingresar a la subasta. Demás bases y antecedentes en autos 'Fondo de Inversión Active Deuda Hipotecaria con Subsidio Habitacional II con Caceres Arriagada', rol C-13287-2024. Secretaría.	[809, 162, 1020, 408]
column-5	[1036, 121, 1247, 2072]
category-label: Remates de propiedades	[1320, 129, 1378, 151]
masthead	[130, 62, 1700, 115]
category-code: 1616	[1262, 127, 1315, 153]
notice-lead: REMATE 16° JUZGADO CIVIL SAN-	[1036, 1181, 1247, 1195]
category-code: 1616	[1489, 127, 1542, 153]
auction-notice	[1262, 1640, 1473, 2068]
notice-text: jada para el remate.- Se utilizará la plataforma Zoom, para lo cual se requiere de un computador o teléfono, en ambos casos, con cámara, micrófono y audio del mismo equipo y conexión a internet. Problemas de conexión informarlos al mail icsantiago16_remates@pjud.cl. Demás antecedentes y bases ver Causa Rol: C-6216-2024 Caratulado: Banco de Crédito e Inversiones / Cendegui'. Ejecutivo. Secretaría(S).	[1262, 162, 1473, 305]
notice-lead: REMATE 13° JUZGADO CIVIL DE	[130, 529, 341, 542]
auction-notice	[809, 1601, 1020, 1990]
auction-notice	[1489, 1367, 1700, 2003]
notice-lead: REMATE DÉCIMO SEXTO JUZGADO	[1036, 490, 1247, 503]
auction-notice	[809, 935, 1020, 1596]
category-code: 1616	[1036, 127, 1089, 153]
auction-notice	[356, 840, 567, 1411]
notice-text: tiago, Rut N° 60.306.013-k. Asimismo, los postores, a más tardar a las 15:00 horas del día hábil anterior a la realización de la subasta, deberán manifestar su intención de participar en ésta, ingresando un escrito a través de la O.J.V., que así lo señale, con una copia legible del vale vista entregado al Tribunal con la anticipación señalada en el párrafo anterior, además de señalar un correo electrónico para su conexión y número de teléfono, bajo apercibimiento de que si así no lo hiciere, no se le considerará como postor en la subasta respectiva. Los postores y el acreedor hipotecario, junto con manifestar su intención de participar en la subasta, deberán ingresar un escrito a través de la O.J.V., que así lo señale a más tardar a las 15:00 horas del día hábil anterior a la realización de la subasta indicando un correo electrónico para su conexión y número de teléfono, bajo apercibimiento de que, si así no lo hiciere, no se les considerará como postor en la subasta respectiva. En el caso del ejecutante, a través de moderador que cuente con poder en la causa, deberá ingresar escrito señalando correo electrónico para su conexión y número de teléfono, en el mismo plazo dispuesto precedentemente, bajo apercibimiento de declarar la suspensión de la subasta. Para tales efectos, deberán además enviar un correo electrónico a icsantiago13_remates@pjud.cl, indicando en el asunto 'Remate', con señalamiento del rol de la causa y la fecha de realización, a fin de coordinar su participación, así como para obtener información respecto al protocolo para la realización de la subasta y recibir el link con la invitación a la misma. Se hace presente que la subasta se realizará por videoconferencia, mediante la plataforma Zoom, para lo cual se requiere de un computador o teléfono, en ambos casos, con cámara, micrófono y audio del mismo equipo y conexión a internet, siendo carga de las partes y postores el tener a su disposición los elementos tecnológicos y de conexión. Todo interesado para presenciar y/o participar en el mismo, deberá coordinarse al correo icsantiago13_remates@pjud.cl. Demás bases y antecedentes autos Rol C-1986-2024, caratulado 'Banco de Crédito e Inversiones con Pino'. Ejecutivo. Secretaría.	[356, 162, 567, 836]
